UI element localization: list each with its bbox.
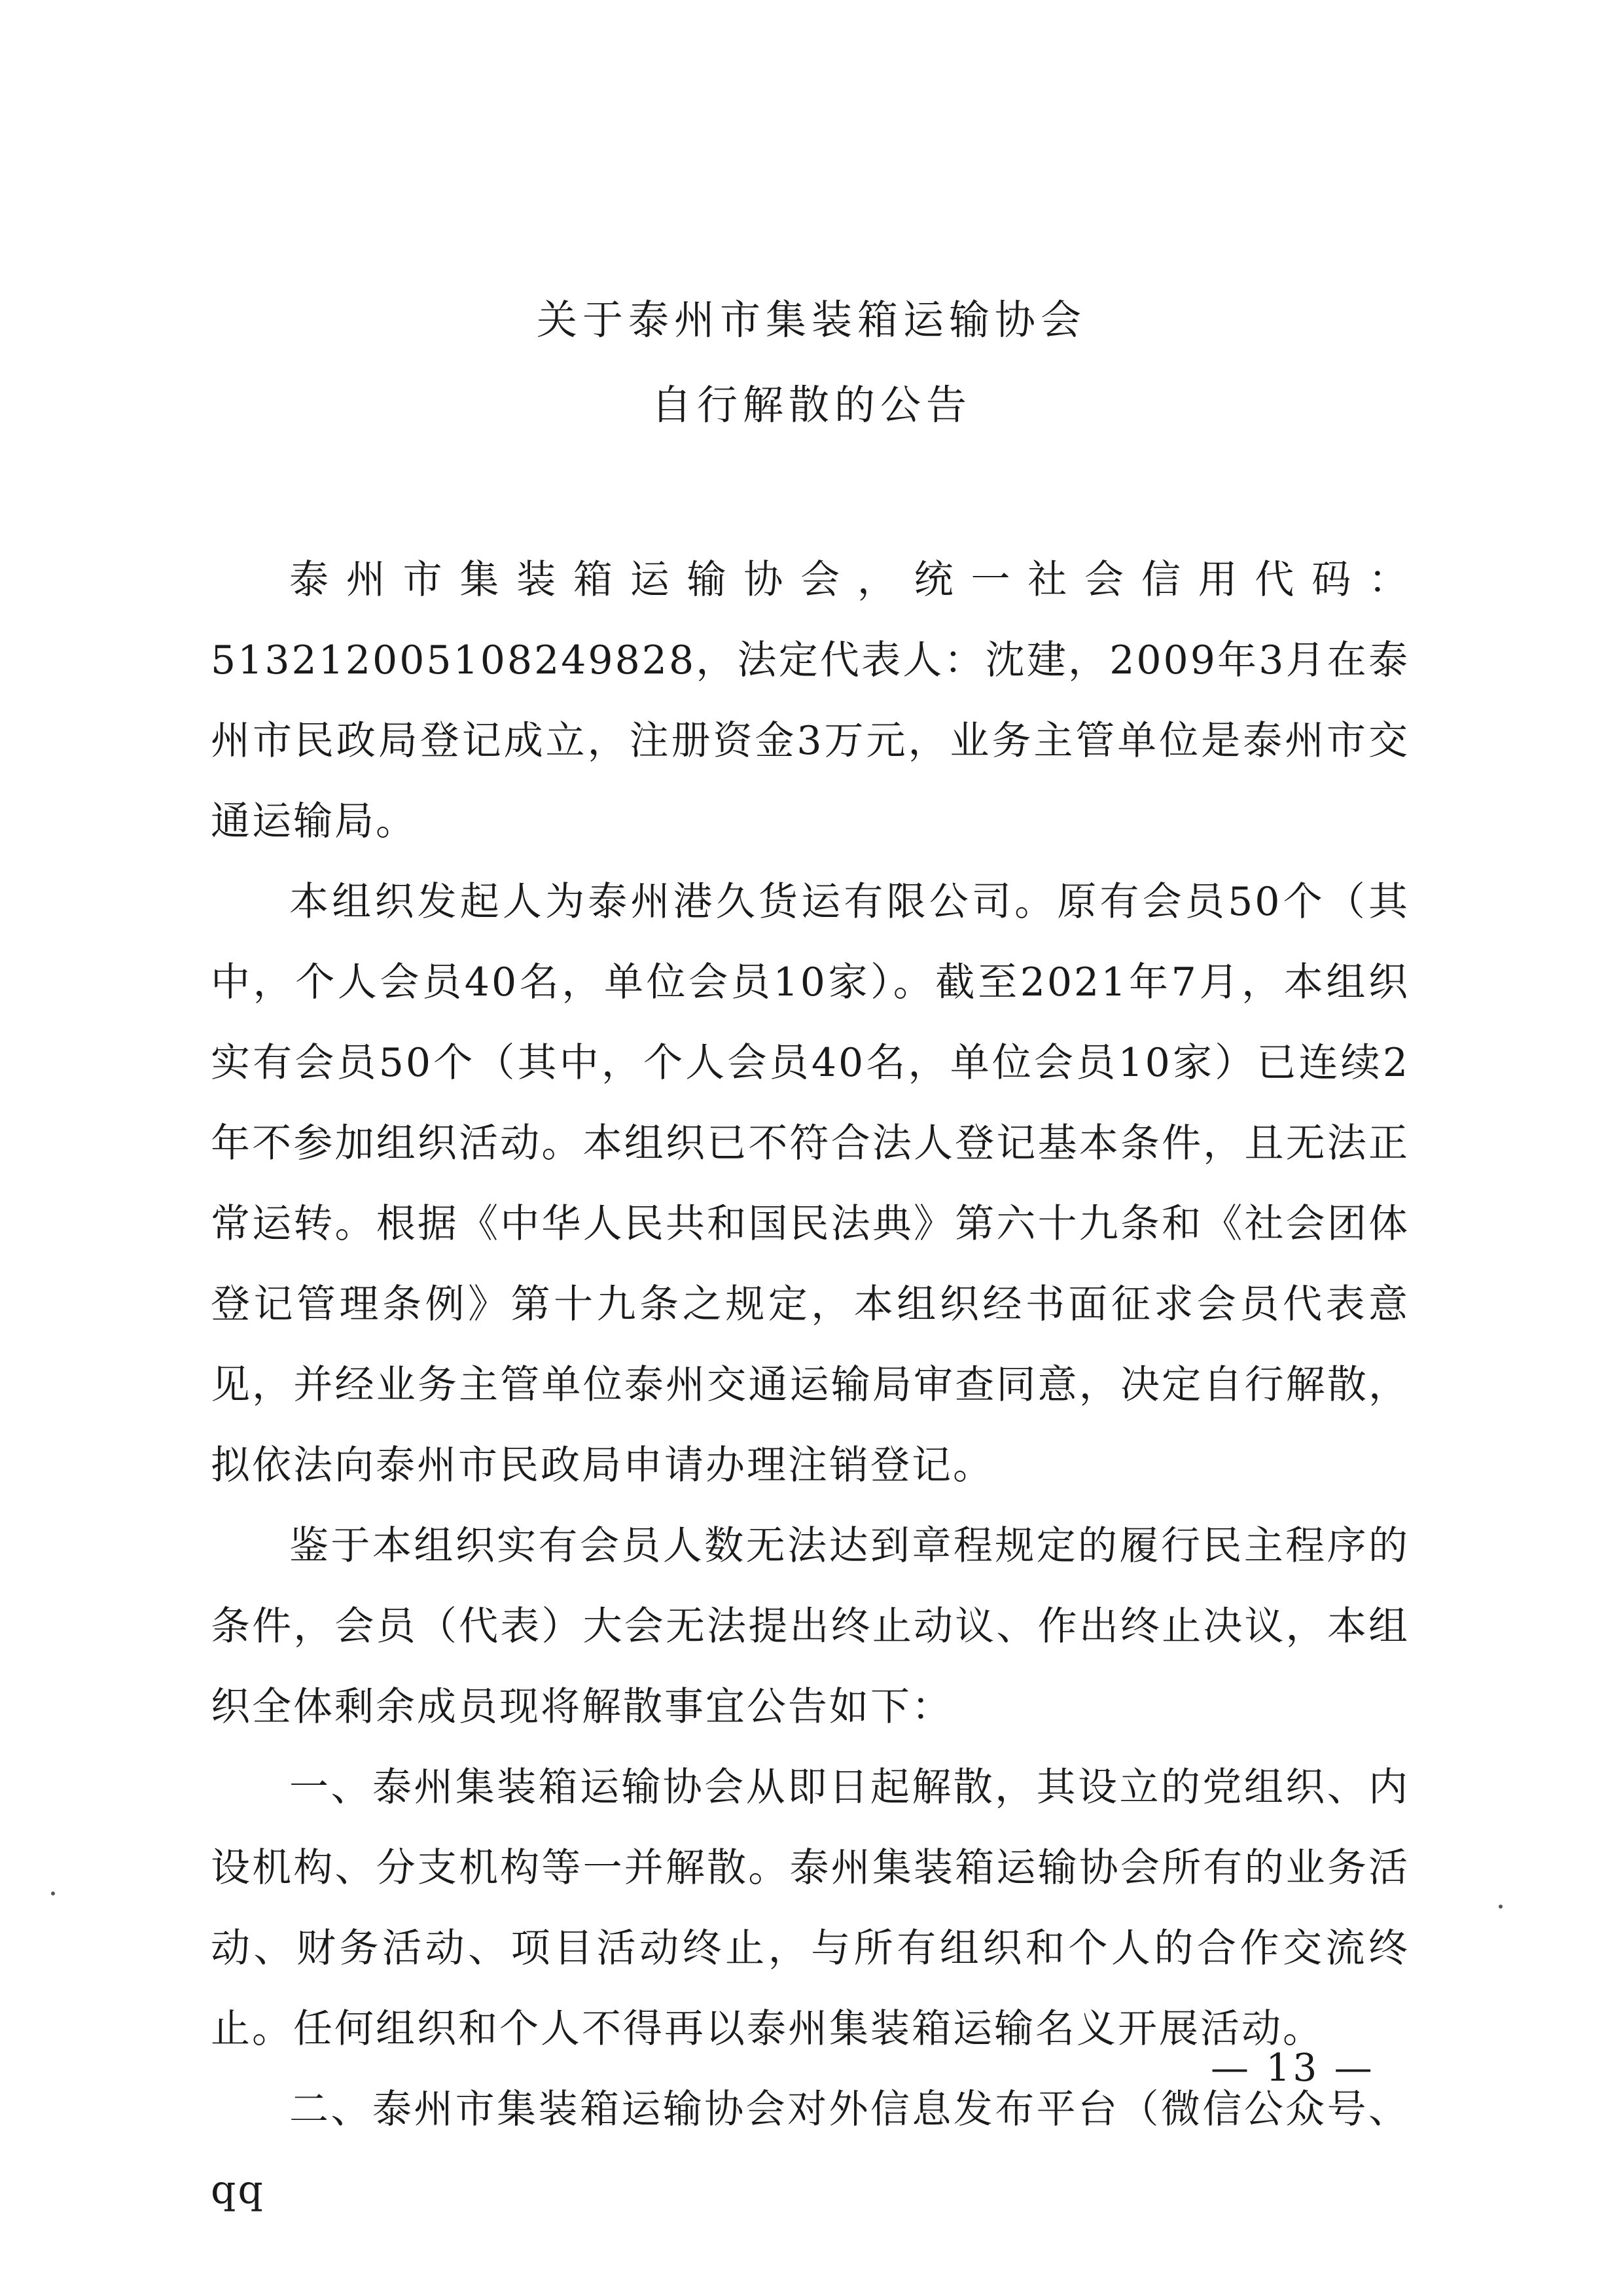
paragraph-item-one: 一、泰州集装箱运输协会从即日起解散，其设立的党组织、内设机构、分支机构等一并解散。泰州集装箱运输协会所有的业务活动、财务活动、项目活动终止，与所有组织和个人的合作交流终止。任何组织和个人不得再以泰州集装箱运输名义开展活动。 (211, 1765, 1410, 2052)
document-title-line-1: 关于泰州市集装箱运输协会 (536, 296, 1086, 344)
paragraph-registration-info: 泰州市集装箱运输协会，统一社会信用代码：513212005108249828，法定代表人：沈建，2009年3月在泰州市民政局登记成立，注册资金3万元，业务主管单位是泰州市交通运输局。 (211, 557, 1410, 844)
paragraph-item-two: 二、泰州市集装箱运输协会对外信息发布平台（微信公众号、qq (211, 2087, 1410, 2213)
document-title-line-2: 自行解散的公告 (651, 381, 972, 429)
scan-speck (51, 1892, 55, 1895)
page-number: — 13 — (1211, 2045, 1375, 2090)
paragraph-dissolution-reason: 鉴于本组织实有会员人数无法达到章程规定的履行民主程序的条件，会员（代表）大会无法提出终止动议、作出终止决议，本组织全体剩余成员现将解散事宜公告如下： (211, 1523, 1410, 1730)
document-body (211, 540, 1410, 2231)
paragraph-membership-status: 本组织发起人为泰州港久货运有限公司。原有会员50个（其中，个人会员40名，单位会员10家）。截至2021年7月，本组织实有会员50个（其中，个人会员40名，单位会员10家）已连续2年不参加组织活动。本组织已不符合法人登记基本条件，且无法正常运转。根据《中华人民共和国民法典》第六十九条和《社会团体登记管理条例》第十九条之规定，本组织经书面征求会员代表意见，并经业务主管单位泰州交通运输局审查同意，决定自行解散，拟依法向泰州市民政局申请办理注销登记。 (211, 879, 1410, 1488)
scan-speck (1499, 1905, 1503, 1909)
